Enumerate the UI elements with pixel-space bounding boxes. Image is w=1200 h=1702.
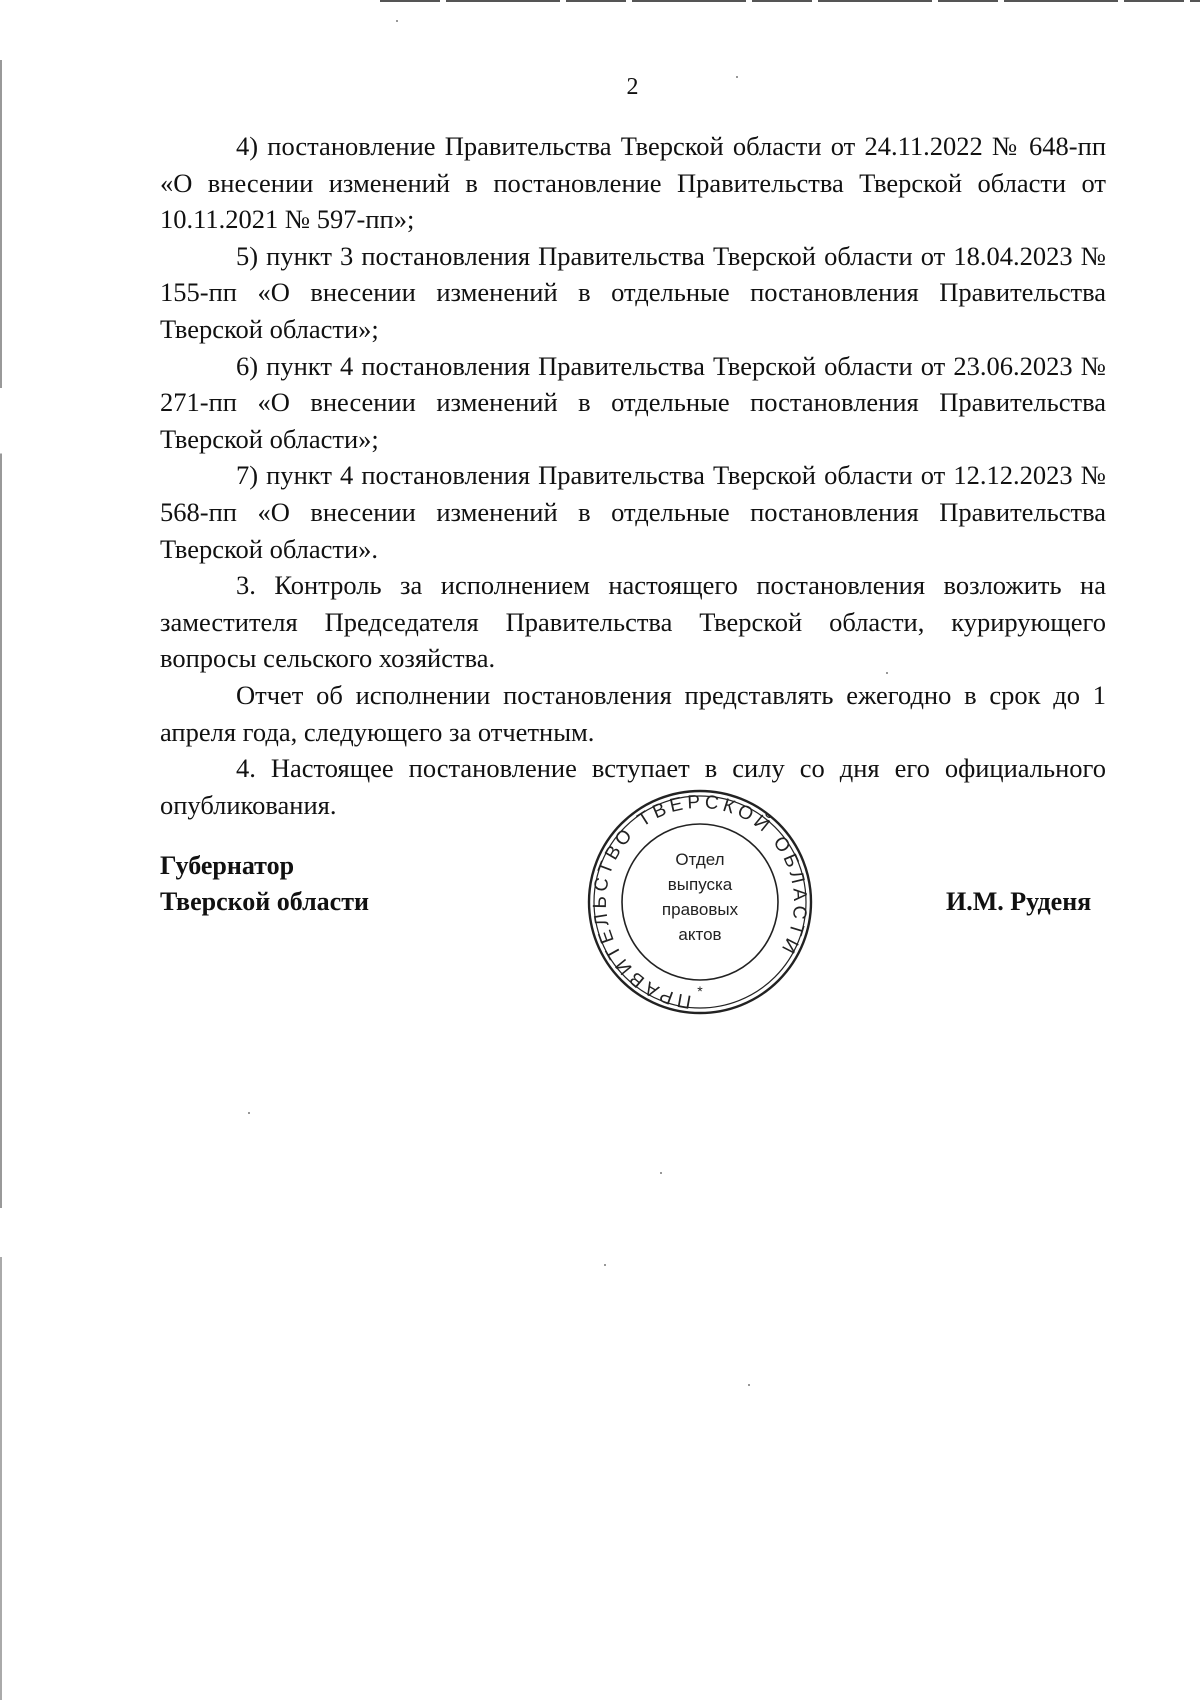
scan-speck	[396, 20, 398, 22]
stamp-center-text	[585, 847, 815, 947]
scan-top-edge	[380, 0, 1200, 2]
signatory-position-line1: Губернатор	[160, 851, 295, 880]
signatory-position	[160, 848, 369, 920]
scan-speck	[660, 1172, 662, 1174]
stamp-ring-text: ПРАВИТЕЛЬСТВО ТВЕРСКОЙ ОБЛАСТИ	[589, 791, 811, 1012]
scan-left-edge	[0, 60, 2, 1700]
paragraph-clause-3: 3. Контроль за исполнением настоящего постановления возложить на заместителя Председателя Правительства Тверской области, курирующего вопросы сельского хозяйства.	[160, 570, 1106, 674]
page-number: 2	[626, 74, 639, 100]
scan-speck	[748, 1384, 750, 1386]
paragraph-item-4: 4) постановление Правительства Тверской области от 24.11.2022 № 648-пп «О внесении изменений в постановление Правительства Тверской области от 10.11.2021 № 597-пп»;	[160, 131, 1106, 235]
stamp-center-line: актов	[678, 925, 722, 944]
stamp-center-line: выпуска	[667, 875, 733, 894]
paragraph-clause-4: 4. Настоящее постановление вступает в силу со дня его официального опубликования.	[160, 753, 1106, 820]
scan-speck	[886, 672, 888, 674]
scan-speck	[604, 1264, 606, 1266]
paragraph-item-6: 6) пункт 4 постановления Правительства Тверской области от 23.06.2023 № 271-пп «О внесении изменений в отдельные постановления Правительства Тверской области»;	[160, 350, 1106, 454]
scan-speck	[736, 76, 738, 78]
stamp-center-line: правовых	[661, 900, 739, 919]
official-stamp	[585, 787, 815, 1017]
paragraph-item-5: 5) пункт 3 постановления Правительства Тверской области от 18.04.2023 № 155-пп «О внесении изменений в отдельные постановления Правительства Тверской области»;	[160, 240, 1106, 344]
document-body	[160, 128, 1106, 823]
paragraph-item-7: 7) пункт 4 постановления Правительства Тверской области от 12.12.2023 № 568-пп «О внесении изменений в отдельные постановления Правительства Тверской области».	[160, 460, 1106, 564]
stamp-center-line: Отдел	[675, 850, 725, 869]
signatory-position-line2: Тверской области	[160, 887, 369, 916]
paragraph-report: Отчет об исполнении постановления представлять ежегодно в срок до 1 апреля года, следующего за отчетным.	[160, 679, 1106, 747]
scan-speck	[248, 1112, 250, 1114]
signatory-name: И.М. Руденя	[946, 887, 1092, 916]
stamp-star-icon: *	[697, 983, 703, 999]
